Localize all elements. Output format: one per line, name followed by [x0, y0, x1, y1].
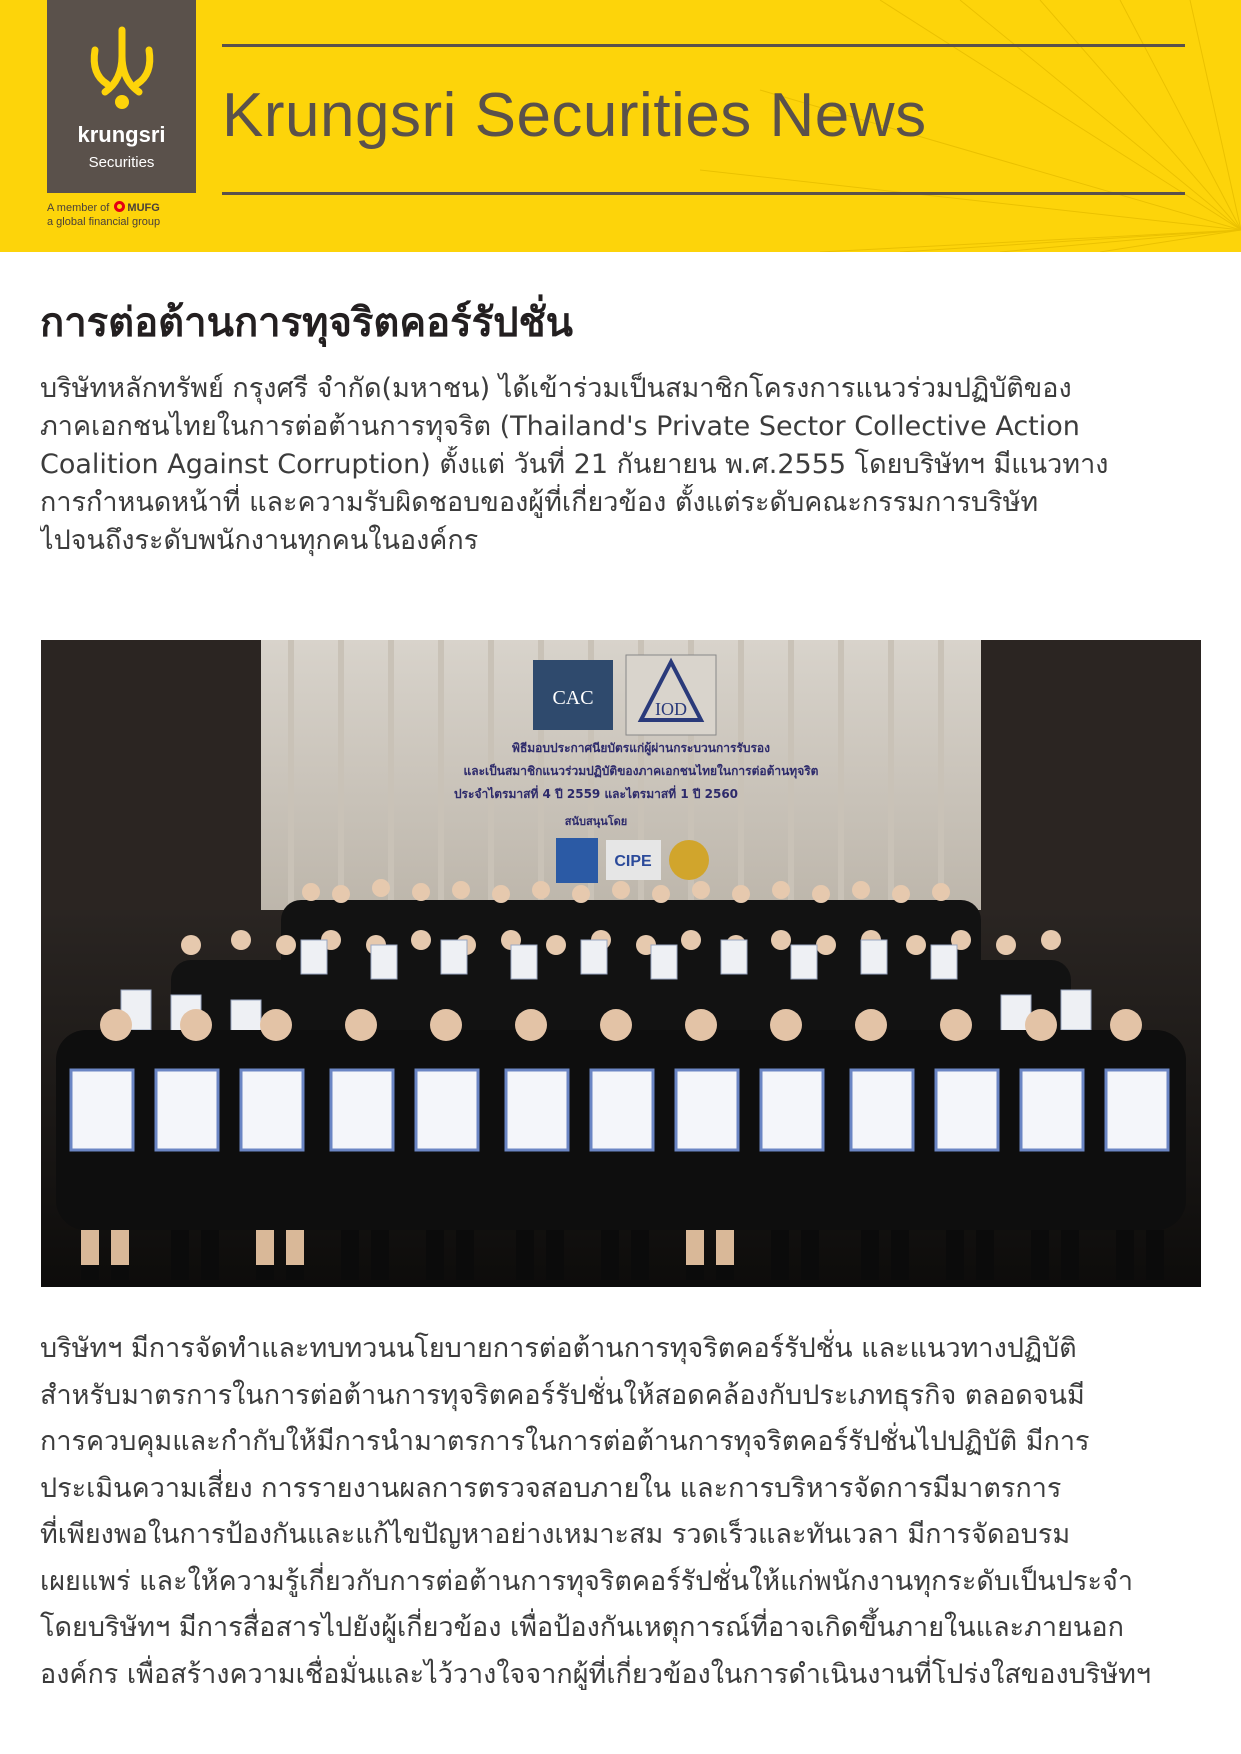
- krungsri-logo[interactable]: [47, 0, 196, 193]
- backdrop-line-2: และเป็นสมาชิกแนวร่วมปฏิบัติของภาคเอกชนไทยในการต่อต้านทุจริต: [463, 764, 819, 778]
- member-tagline: [47, 201, 227, 229]
- intro-line: ภาคเอกชนไทยในการต่อต้านการทุจริต (Thailand's Private Sector Collective Action: [40, 411, 1080, 442]
- body-line: บริษัทฯ มีการจัดทำและทบทวนนโยบายการต่อต้านการทุจริตคอร์รัปชั่น และแนวทางปฏิบัติ: [40, 1333, 1077, 1364]
- member-prefix: A member of: [47, 202, 110, 214]
- intro-paragraph: [40, 370, 1200, 560]
- article-headline: การต่อต้านการทุจริตคอร์รัปชั่น: [40, 300, 574, 346]
- cipe-logo-text: CIPE: [614, 853, 652, 870]
- body-line: เผยแพร่ และให้ความรู้เกี่ยวกับการต่อต้านการทุจริตคอร์รัปชั่นให้แก่พนักงานทุกระดับเป็นประจำ: [40, 1565, 1133, 1597]
- intro-line: การกำหนดหน้าที่ และความรับผิดชอบของผู้ที่เกี่ยวข้อง ตั้งแต่ระดับคณะกรรมการบริษัท: [40, 487, 1039, 518]
- body-paragraph: [40, 1326, 1200, 1698]
- header-banner: [0, 0, 1241, 252]
- group-photo: [41, 640, 1201, 1287]
- iod-logo-text: IOD: [655, 699, 687, 719]
- cac-logo-text: CAC: [552, 687, 594, 709]
- header-rule-bottom: [222, 192, 1185, 195]
- header-rule-top: [222, 44, 1185, 47]
- body-line: องค์กร เพื่อสร้างความเชื่อมั่นและไว้วางใจจากผู้ที่เกี่ยวข้องในการดำเนินงานที่โปร่งใสของบริษัทฯ: [40, 1658, 1152, 1690]
- backdrop-line-4: สนับสนุนโดย: [564, 815, 628, 828]
- backdrop-line-3: ประจำไตรมาสที่ 4 ปี 2559 และไตรมาสที่ 1 ปี 2560: [453, 787, 739, 801]
- body-line: โดยบริษัทฯ มีการสื่อสารไปยังผู้เกี่ยวข้อง เพื่อป้องกันเหตุการณ์ที่อาจเกิดขึ้นภายในและภายนอก: [40, 1612, 1124, 1643]
- mufg-logo-icon: [114, 201, 125, 212]
- brand-sub: Securities: [88, 154, 155, 171]
- brand-name: krungsri: [77, 122, 166, 147]
- newsletter-title: Krungsri Securities News: [222, 81, 927, 150]
- body-line: ที่เพียงพอในการป้องกันและแก้ไขปัญหาอย่างเหมาะสม รวดเร็วและทันเวลา มีการจัดอบรม: [40, 1519, 1071, 1550]
- krungsri-emblem-icon: [77, 22, 167, 114]
- member-suffix: a global financial group: [47, 216, 161, 228]
- intro-line: Coalition Against Corruption) ตั้งแต่ วันที่ 21 กันยายน พ.ศ.2555 โดยบริษัทฯ มีแนวทาง: [40, 449, 1109, 480]
- body-line: สำหรับมาตรการในการต่อต้านการทุจริตคอร์รัปชั่นให้สอดคล้องกับประเภทธุรกิจ ตลอดจนมี: [40, 1379, 1085, 1411]
- ceremony-photo-illustration: [41, 640, 1201, 1287]
- body-line: ประเมินความเสี่ยง การรายงานผลการตรวจสอบภายใน และการบริหารจัดการมีมาตรการ: [40, 1472, 1062, 1504]
- body-line: การควบคุมและกำกับให้มีการนำมาตรการในการต่อต้านการทุจริตคอร์รัปชั่นไปปฏิบัติ มีการ: [40, 1426, 1090, 1457]
- backdrop-line-1: พิธีมอบประกาศนียบัตรแก่ผู้ผ่านกระบวนการรับรอง: [512, 741, 770, 755]
- intro-line: ไปจนถึงระดับพนักงานทุกคนในองค์กร: [40, 525, 479, 556]
- member-brand: MUFG: [127, 202, 160, 214]
- intro-line: บริษัทหลักทรัพย์ กรุงศรี จำกัด(มหาชน) ได้เข้าร่วมเป็นสมาชิกโครงการแนวร่วมปฏิบัติของ: [40, 373, 1072, 404]
